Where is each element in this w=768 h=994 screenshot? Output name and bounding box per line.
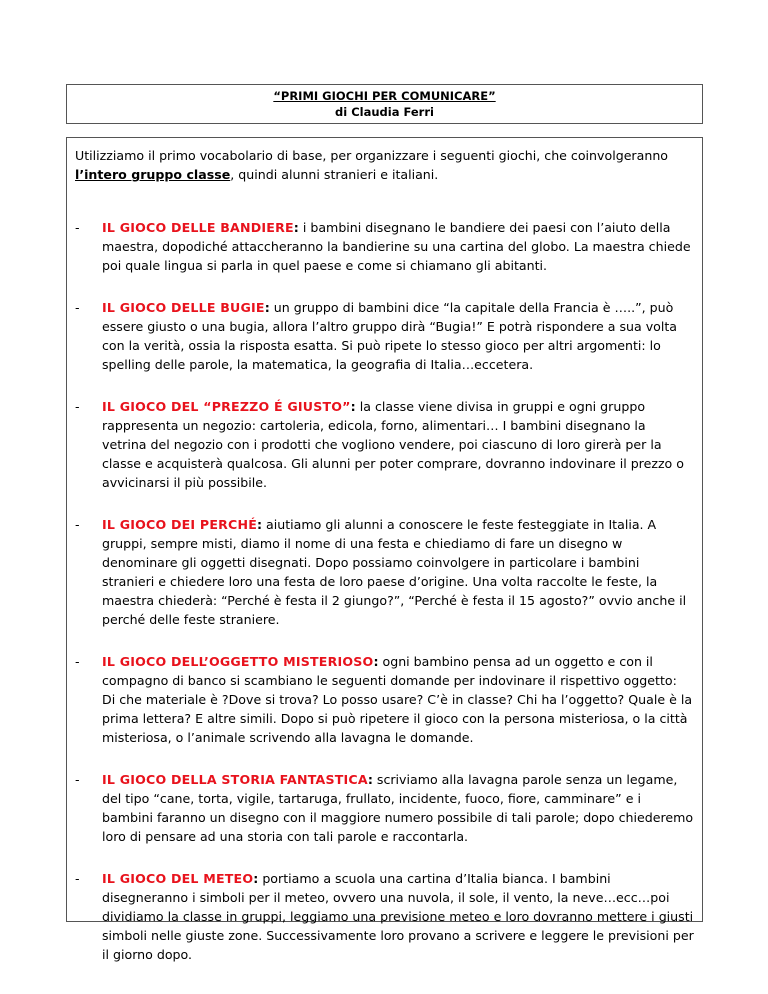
- game-colon: :: [257, 517, 263, 532]
- game-description: un gruppo di bambini dice “la capitale della Francia è …..”, può essere giusto o una bugia, allora l’altro gruppo dirà “Bugia!” E potrà rispondere a sua volta con la verità, ossia la risposta esatta. Si può ripete lo stesso gioco per altri argomenti: lo spelling delle parole, la matematica, la geografia di Italia…eccetera.: [102, 300, 678, 372]
- item-bullet: -: [75, 220, 80, 235]
- game-item-oggetto: [75, 652, 694, 747]
- item-bullet: -: [75, 654, 80, 669]
- item-bullet: -: [75, 517, 80, 532]
- game-item-storia: [75, 770, 694, 846]
- item-bullet: -: [75, 871, 80, 886]
- intro-text-after: , quindi alunni stranieri e italiani.: [230, 167, 439, 182]
- game-name: IL GIOCO DELLE BUGIE: [102, 300, 265, 315]
- game-colon: :: [350, 399, 356, 414]
- document-author: di Claudia Ferri: [335, 105, 434, 119]
- item-bullet: -: [75, 772, 80, 787]
- game-colon: :: [373, 654, 379, 669]
- content-box: [66, 137, 703, 962]
- game-name: IL GIOCO DELLE BANDIERE: [102, 220, 294, 235]
- game-colon: :: [253, 871, 259, 886]
- game-description: aiutiamo gli alunni a conoscere le feste festeggiate in Italia. A gruppi, sempre misti, diamo il nome di una festa e chiediamo di fare un disegno w denominare gli oggetti disegnati. Dopo possiamo coinvolgere in particolare i bambini stranieri e chiedere loro una festa de loro paese d’origine. Una volta raccolte le feste, la maestra chiederà: “Perché è festa il 2 giungo?”, “Perché è festa il 15 agosto?” ovvio anche il perché delle feste straniere.: [102, 517, 687, 627]
- game-colon: :: [293, 220, 299, 235]
- game-description: la classe viene divisa in gruppi e ogni gruppo rappresenta un negozio: cartoleria, edicola, forno, alimentari… I bambini disegnano la vetrina del negozio con i prodotti che vogliono vendere, poi ciascuno di loro girerà per la classe e acquisterà qualcosa. Gli alunni per poter comprare, dovranno indovinare il prezzo o avvicinarsi il più possibile.: [102, 399, 684, 490]
- game-description: portiamo a scuola una cartina d’Italia bianca. I bambini disegneranno i simboli per il meteo, ovvero una nuvola, il sole, il vento, la neve…ecc…poi dividiamo la classe in gruppi, leggiamo una previsione meteo e loro dovranno mettere i giusti simboli nelle giuste zone. Successivamente loro provano a scrivere e leggere le previsioni per il giorno dopo.: [102, 871, 694, 962]
- game-name: IL GIOCO DELL’OGGETTO MISTERIOSO: [102, 654, 374, 669]
- game-name: IL GIOCO DELLA STORIA FANTASTICA: [102, 772, 368, 787]
- intro-paragraph: [75, 146, 694, 184]
- game-name: IL GIOCO DEL “PREZZO É GIUSTO”: [102, 399, 351, 414]
- game-colon: :: [264, 300, 270, 315]
- intro-text-before: Utilizziamo il primo vocabolario di base, per organizzare i seguenti giochi, che coinvolgeranno: [75, 148, 669, 163]
- game-name: IL GIOCO DEI PERCHÉ: [102, 517, 257, 532]
- game-item-prezzo: [75, 397, 694, 492]
- game-description: i bambini disegnano le bandiere dei paesi con l’aiuto della maestra, dopodiché attaccheranno la bandierine su una cartina del globo. La maestra chiede poi quale lingua si parla in quel paese e come si chiamano gli abitanti.: [102, 220, 691, 273]
- document-title: “PRIMI GIOCHI PER COMUNICARE”: [273, 89, 496, 103]
- game-description: ogni bambino pensa ad un oggetto e con il compagno di banco si scambiano le seguenti domande per indovinare il rispettivo oggetto: Di che materiale è ?Dove si trova? Lo posso usare? C’è in classe? Chi ha l’oggetto? Quale è la prima lettera? E altre simili. Dopo si può ripetere il gioco con la persona misteriosa, o la città misteriosa, o l’animale scrivendo alla lavagna le domande.: [102, 654, 693, 745]
- item-bullet: -: [75, 300, 80, 315]
- game-item-meteo: [75, 869, 694, 964]
- game-item-bugie: [75, 298, 694, 374]
- game-item-perche: [75, 515, 694, 629]
- game-colon: :: [367, 772, 373, 787]
- game-name: IL GIOCO DEL METEO: [102, 871, 254, 886]
- intro-emphasis: l’intero gruppo classe: [75, 167, 231, 182]
- title-box: [66, 84, 703, 124]
- game-item-bandiere: [75, 218, 694, 275]
- item-bullet: -: [75, 399, 80, 414]
- game-description: scriviamo alla lavagna parole senza un legame, del tipo “cane, torta, vigile, tartaruga, frullato, incidente, fuoco, fiore, camminare” e i bambini faranno un disegno con il maggiore numero possibile di tali parole; dopo chiederemo loro di pensare ad una storia con tali parole e raccontarla.: [102, 772, 694, 844]
